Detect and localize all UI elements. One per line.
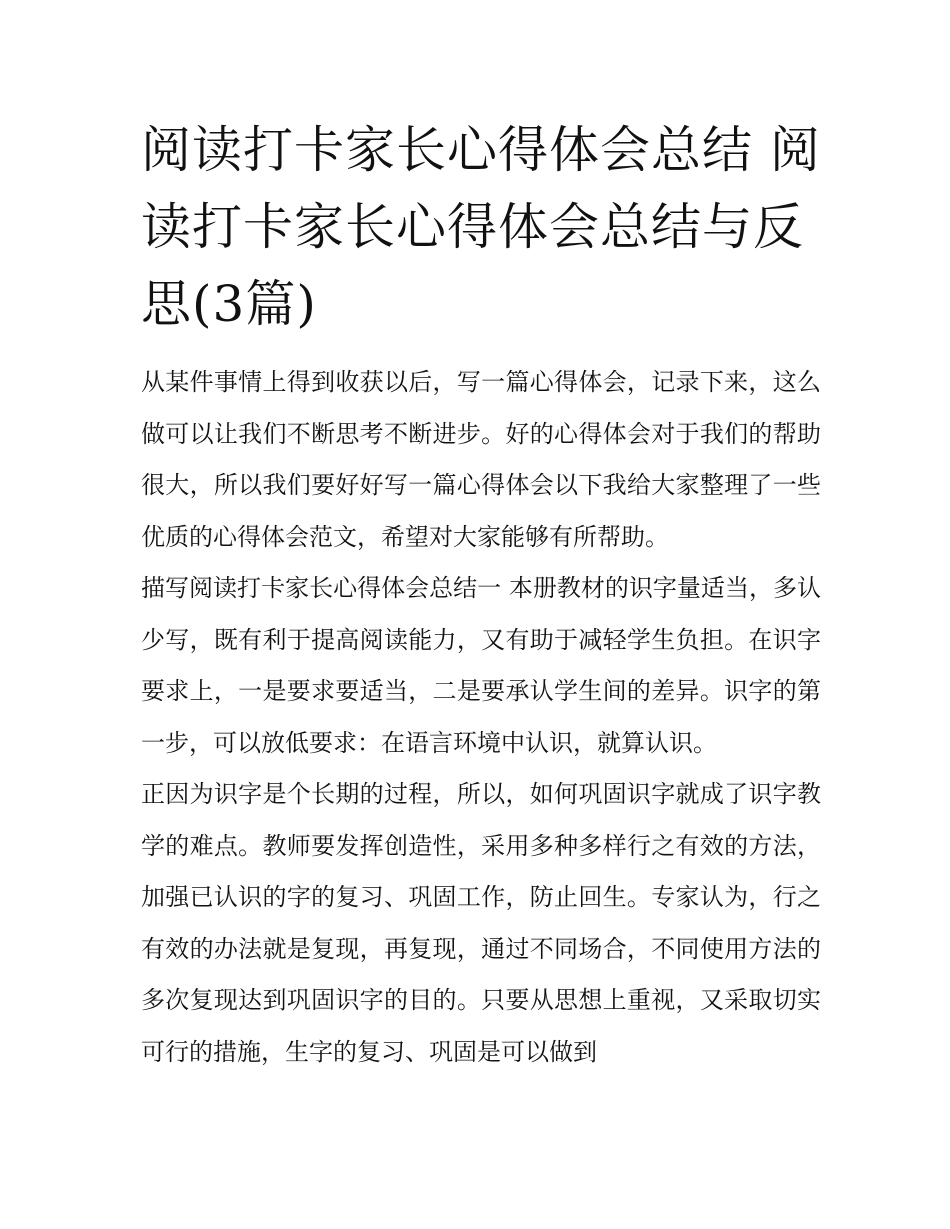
intro-paragraph: 从某件事情上得到收获以后，写一篇心得体会，记录下来，这么做可以让我们不断思考不断进步。好的心得体会对于我们的帮助很大，所以我们要好好写一篇心得体会以下我给大家整理了一些优质的心得体会范文，希望对大家能够有所帮助。 [141,368,821,551]
document-content [141,112,821,1078]
body-paragraph-1: 描写阅读打卡家长心得体会总结一 本册教材的识字量适当，多认少写，既有利于提高阅读能力，又有助于减轻学生负担。在识字要求上，一是要求要适当，二是要承认学生间的差异。识字的第一步，可以放低要求：在语言环境中认识，就算认识。 [141,574,821,757]
document-title: 阅读打卡家长心得体会总结 阅读打卡家长心得体会总结与反思(3篇) [141,121,821,333]
body-paragraph-2: 正因为识字是个长期的过程，所以，如何巩固识字就成了识字教学的难点。教师要发挥创造性，采用多种多样行之有效的方法，加强已认识的字的复习、巩固工作，防止回生。专家认为，行之有效的办法就是复现，再复现，通过不同场合，不同使用方法的多次复现达到巩固识字的目的。只要从思想上重视，又采取切实可行的措施，生字的复习、巩固是可以做到 [141,780,821,1066]
